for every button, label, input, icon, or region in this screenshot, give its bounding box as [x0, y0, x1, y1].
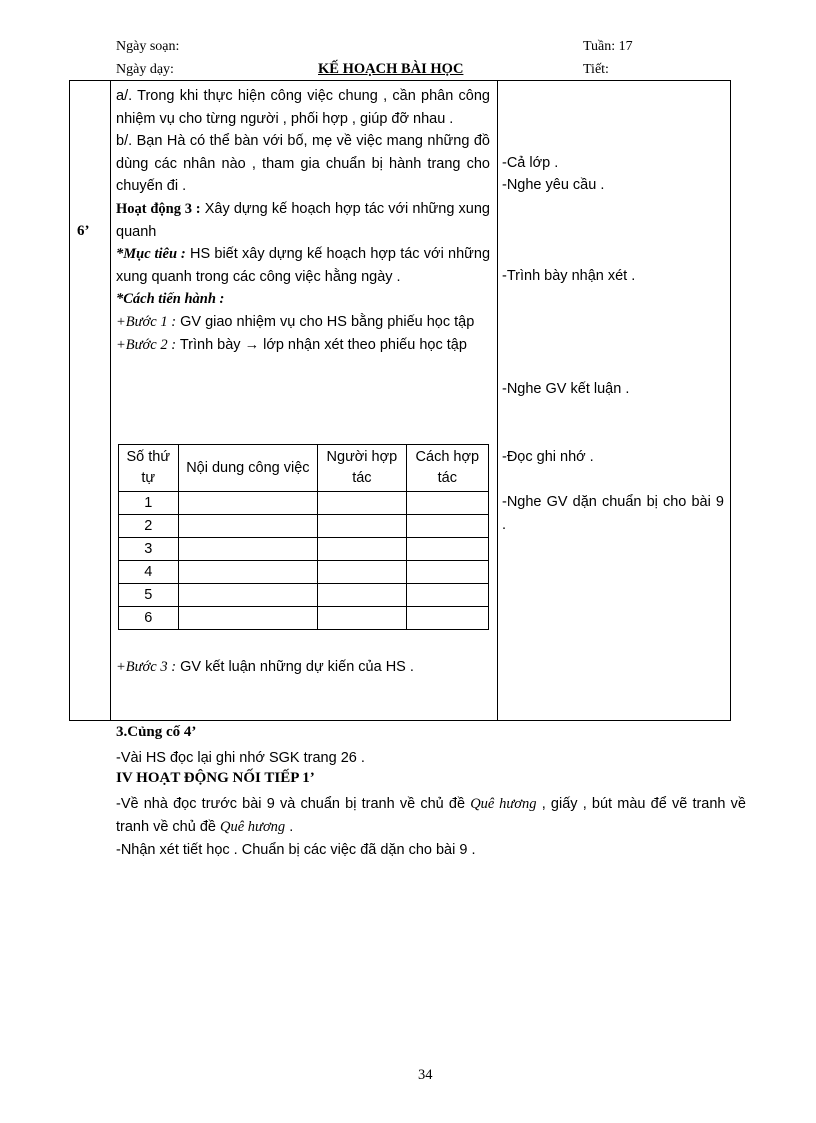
period-label: Tiết:	[583, 62, 609, 77]
consolidation-title: 3.Củng cố 4’	[116, 724, 197, 740]
followup-title: IV HOẠT ĐỘNG NỐI TIẾP 1’	[116, 770, 315, 786]
partner-cell	[318, 584, 406, 607]
method-cell	[406, 492, 488, 515]
objective	[116, 243, 490, 288]
row-number: 3	[119, 538, 179, 561]
partner-cell	[318, 515, 406, 538]
page-number: 34	[418, 1067, 433, 1083]
header-method: Cách hợp tác	[406, 445, 488, 492]
table-row	[119, 561, 489, 584]
task-cell	[178, 492, 318, 515]
answer-a: a/. Trong khi thực hiện công việc chung , cần phân công nhiệm vụ cho từng người , phối hợp , giúp đỡ nhau .	[116, 88, 490, 127]
student-activity-3: -Trình bày nhận xét .	[502, 268, 636, 284]
method-cell	[406, 607, 488, 630]
row-number: 2	[119, 515, 179, 538]
row-number: 6	[119, 607, 179, 630]
method-cell	[406, 538, 488, 561]
step3-label: +Bước 3 :	[116, 659, 177, 675]
followup-text-3: .	[285, 819, 294, 835]
table-row	[119, 515, 489, 538]
followup-text-4: -Nhận xét tiết học . Chuẩn bị các việc đã dặn cho bài 9 .	[116, 842, 476, 858]
method-cell	[406, 584, 488, 607]
student-activity-5: -Đọc ghi nhớ .	[502, 449, 594, 465]
student-activity-4: -Nghe GV kết luận .	[502, 381, 630, 397]
activity-3	[116, 198, 490, 243]
step2-text: Trình bày → lớp nhận xét theo phiếu học tập	[176, 336, 467, 353]
activity-title: Hoạt động 3 :	[116, 200, 201, 217]
header-task: Nội dung công việc	[178, 445, 318, 492]
task-cell	[178, 561, 318, 584]
partner-cell	[318, 561, 406, 584]
task-cell	[178, 538, 318, 561]
method-cell	[406, 515, 488, 538]
method-cell	[406, 561, 488, 584]
topic-1: Quê hương	[470, 796, 537, 812]
answer-b: b/. Bạn Hà có thể bàn với bố, mẹ về việc mang những đồ dùng các nhân nào , tham gia chuẩn bị hành trang cho chuyến đi .	[116, 133, 490, 195]
page-title: KẾ HOẠCH BÀI HỌC	[318, 61, 464, 77]
table-row	[119, 607, 489, 630]
objective-text: HS biết xây dựng kế hoạch hợp tác với những xung quanh trong các công việc hằng ngày .	[116, 246, 491, 285]
header-partner: Người hợp tác	[318, 445, 406, 492]
header-number: Số thứ tự	[119, 445, 179, 492]
student-activity-2: -Nghe yêu cầu .	[502, 177, 605, 193]
partner-cell	[318, 492, 406, 515]
week-label: Tuần: 17	[583, 39, 633, 54]
method-label: *Cách tiến hành :	[116, 291, 225, 308]
student-activity-6: -Nghe GV dặn chuẩn bị cho bài 9 .	[502, 494, 724, 533]
worksheet-header-row	[119, 445, 489, 492]
activity-text: Xây dựng kế hoạch hợp tác với những xung quanh	[116, 200, 490, 240]
row-number: 5	[119, 584, 179, 607]
step-2	[116, 334, 490, 357]
task-cell	[178, 607, 318, 630]
method	[116, 288, 490, 311]
prep-date-label: Ngày soạn:	[116, 39, 180, 54]
followup-text-2: , giấy , bút màu để vẽ tranh về tranh về chủ đề	[116, 796, 746, 835]
task-cell	[178, 584, 318, 607]
step1-label: +Bước 1 :	[116, 313, 177, 330]
row-number: 4	[119, 561, 179, 584]
table-row	[119, 584, 489, 607]
worksheet-table	[118, 444, 489, 630]
consolidation-text: -Vài HS đọc lại ghi nhớ SGK trang 26 .	[116, 750, 365, 766]
row-number: 1	[119, 492, 179, 515]
student-activity-1: -Cả lớp .	[502, 155, 559, 171]
step-3	[116, 656, 490, 679]
topic-2: Quê hương	[220, 819, 286, 835]
step3-text: GV kết luận những dự kiến của HS .	[176, 659, 414, 675]
task-cell	[178, 515, 318, 538]
step-1	[116, 311, 490, 334]
step2-label: +Bước 2 :	[116, 336, 177, 353]
table-row	[119, 492, 489, 515]
partner-cell	[318, 607, 406, 630]
teach-date-label: Ngày dạy:	[116, 62, 174, 77]
followup-text-1: -Về nhà đọc trước bài 9 và chuẩn bị tranh về chủ đề	[116, 796, 471, 812]
objective-label: *Mục tiêu :	[116, 246, 186, 263]
table-row	[119, 538, 489, 561]
teacher-activity	[116, 85, 490, 356]
time-duration: 6’	[77, 223, 90, 239]
followup-paragraph	[116, 793, 746, 839]
partner-cell	[318, 538, 406, 561]
step1-text: GV giao nhiệm vụ cho HS bằng phiếu học tập	[176, 313, 475, 330]
